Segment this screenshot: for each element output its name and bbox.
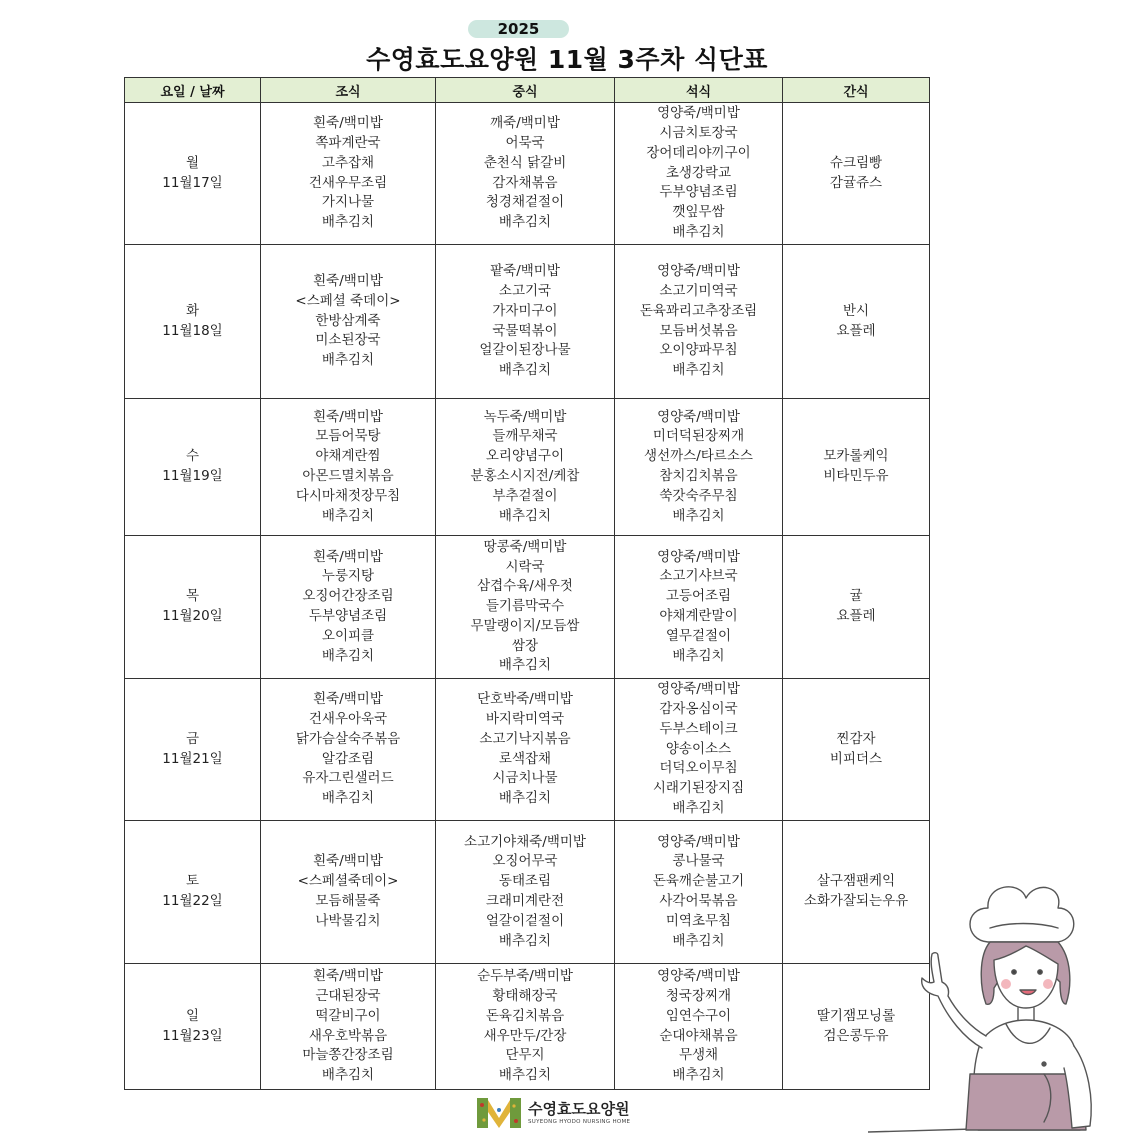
footer-logo <box>476 1096 676 1130</box>
menu-item: 흰죽/백미밥 <box>313 273 383 289</box>
lunch-cell <box>436 245 615 399</box>
date-label: 11월17일 <box>162 174 223 191</box>
menu-item: 모카롤케익 <box>823 448 889 465</box>
menu-item: 양송이소스 <box>665 740 732 757</box>
menu-item: 배추김치 <box>498 932 552 949</box>
menu-item: 영양죽/백미밥 <box>657 833 740 850</box>
page-title: 수영효도요양원 11월 3주차 식단표 <box>366 45 768 74</box>
menu-item: 소고기샤브국 <box>659 568 738 585</box>
menu-item: 배추김치 <box>321 1067 375 1084</box>
menu-item: 두부스테이크 <box>659 720 738 737</box>
menu-item: 영양죽/백미밥 <box>657 408 740 425</box>
menu-item: 무생채 <box>678 1047 719 1064</box>
menu-item: 춘천식 닭갈비 <box>483 154 567 171</box>
menu-item: 나박물김치 <box>315 912 381 929</box>
header-dinner: 석식 <box>615 78 783 103</box>
table-row <box>125 399 930 536</box>
menu-item: 유자그린샐러드 <box>302 770 394 787</box>
menu-item: 닭가슴살숙주볶음 <box>295 730 401 747</box>
menu-item: 오징어무국 <box>492 853 558 870</box>
snack-cell <box>783 536 930 679</box>
menu-item: 흰죽/백미밥 <box>313 691 383 708</box>
dinner-cell <box>615 399 783 536</box>
breakfast-cell <box>261 103 436 245</box>
day-label: 일 <box>185 1007 200 1024</box>
menu-item: 영양죽/백미밥 <box>657 105 740 122</box>
snack-cell <box>783 399 930 536</box>
day-label: 수 <box>185 448 200 465</box>
menu-item: 감귤쥬스 <box>829 174 883 191</box>
menu-item: 가지나물 <box>321 194 375 211</box>
menu-item: 야채계란말이 <box>659 608 738 624</box>
menu-item: 콩나물국 <box>672 853 725 870</box>
table-row <box>125 103 930 245</box>
menu-item: 바지락미역국 <box>485 710 565 727</box>
menu-item: 영양죽/백미밥 <box>657 263 740 280</box>
menu-item: 오이피클 <box>321 627 375 644</box>
menu-item: 국물떡볶이 <box>492 322 558 339</box>
menu-item: 감자채볶음 <box>492 174 558 191</box>
date-label: 11월21일 <box>162 750 223 767</box>
menu-item: 시금치나물 <box>492 770 558 787</box>
day-date-cell <box>125 103 261 245</box>
menu-item: 비타민두유 <box>823 468 889 484</box>
menu-item: 분홍소시지전/케찹 <box>470 468 580 484</box>
day-date-cell <box>125 245 261 399</box>
menu-item: 흰죽/백미밥 <box>313 408 383 425</box>
menu-item: 고등어조림 <box>665 588 732 605</box>
table-row <box>125 245 930 399</box>
menu-item: 배추김치 <box>672 223 725 240</box>
menu-item: 두부양념조림 <box>308 608 388 624</box>
day-label: 금 <box>185 730 200 747</box>
menu-item: 얼갈이된장나물 <box>479 342 571 359</box>
menu-item: 마늘쫑간장조림 <box>302 1047 394 1064</box>
menu-item: 임연수구이 <box>665 1007 732 1024</box>
menu-item: 배추김치 <box>672 362 725 379</box>
menu-item: 새우만두/간장 <box>483 1027 567 1044</box>
menu-item: 로색잡채 <box>498 750 552 767</box>
menu-item: 귤 <box>849 588 863 605</box>
menu-item: 영양죽/백미밥 <box>657 968 740 985</box>
menu-item: 더덕오이무침 <box>659 760 738 777</box>
menu-item: 오징어간장조림 <box>302 588 394 605</box>
breakfast-cell <box>261 399 436 536</box>
menu-item: 소고기낙지볶음 <box>479 730 571 747</box>
day-date-cell <box>125 399 261 536</box>
table-row <box>125 821 930 964</box>
menu-item: 배추김치 <box>498 1067 552 1084</box>
menu-item: 시래기된장지짐 <box>652 780 745 797</box>
menu-item: 반시 <box>842 302 870 319</box>
menu-item: 순대야채볶음 <box>659 1027 738 1044</box>
dinner-cell <box>615 679 783 821</box>
date-label: 11월20일 <box>162 608 223 624</box>
menu-item: 배추김치 <box>321 647 375 664</box>
menu-item: 비피더스 <box>829 750 883 767</box>
menu-item: 장어데리야끼구이 <box>646 144 751 161</box>
menu-item: 배추김치 <box>321 507 375 524</box>
day-date-cell <box>125 821 261 964</box>
menu-item: 소화가잘되는우유 <box>803 893 909 909</box>
menu-item: 떡갈비구이 <box>315 1007 381 1024</box>
menu-item: 미역초무침 <box>665 912 732 929</box>
menu-item: 영양죽/백미밥 <box>657 681 740 698</box>
menu-item: 흰죽/백미밥 <box>313 968 383 985</box>
lunch-cell <box>436 536 615 679</box>
date-label: 11월19일 <box>162 468 223 484</box>
logo-icon <box>476 1096 522 1130</box>
snack-cell <box>783 103 930 245</box>
day-label: 토 <box>185 873 200 890</box>
menu-item: 들깨무채국 <box>492 428 558 445</box>
menu-item: 두부양념조림 <box>659 184 738 201</box>
menu-item: 영양죽/백미밥 <box>657 548 740 565</box>
menu-item: 새우호박볶음 <box>308 1027 388 1044</box>
menu-item: 배추김치 <box>321 790 375 807</box>
breakfast-cell <box>261 679 436 821</box>
menu-item: 단무지 <box>505 1047 545 1064</box>
table-row <box>125 679 930 821</box>
menu-item: 소고기미역국 <box>659 282 738 299</box>
menu-item: 시금치토장국 <box>659 125 738 141</box>
menu-item: 배추김치 <box>672 1067 725 1084</box>
day-label: 목 <box>185 588 200 605</box>
day-label: 화 <box>185 302 200 319</box>
menu-item: 슈크림빵 <box>829 154 883 171</box>
day-date-cell <box>125 536 261 679</box>
menu-item: 어묵국 <box>505 134 545 151</box>
menu-item: 모듬버섯볶음 <box>659 322 738 339</box>
menu-item: 딸기잼모닝롤 <box>816 1007 896 1024</box>
menu-item: 고추잡채 <box>321 154 375 171</box>
breakfast-cell <box>261 536 436 679</box>
menu-item: 요플레 <box>836 608 876 624</box>
day-label: 월 <box>185 154 200 171</box>
lunch-cell <box>436 679 615 821</box>
menu-item: 배추김치 <box>672 647 725 664</box>
menu-item: 아몬드멸치볶음 <box>302 468 394 484</box>
menu-item: 순두부죽/백미밥 <box>477 968 573 985</box>
menu-item: 한방삼계죽 <box>315 312 381 329</box>
lunch-cell <box>436 103 615 245</box>
menu-item: 황태해장국 <box>492 987 558 1004</box>
lunch-cell <box>436 399 615 536</box>
menu-item: 알감조림 <box>321 750 375 767</box>
menu-item: 오리양념구이 <box>485 448 565 465</box>
menu-item: 배추김치 <box>498 507 552 524</box>
menu-item: 찐감자 <box>836 730 876 747</box>
year-badge: 2025 <box>468 20 569 38</box>
menu-item: 배추김치 <box>498 362 552 379</box>
menu-item: <스페셜죽데이> <box>297 873 399 890</box>
menu-item: 배추김치 <box>672 507 725 524</box>
day-date-cell <box>125 679 261 821</box>
menu-item: 가자미구이 <box>492 302 558 319</box>
snack-cell <box>783 245 930 399</box>
dinner-cell <box>615 536 783 679</box>
date-label: 11월18일 <box>162 322 223 339</box>
menu-item: 요플레 <box>836 322 876 339</box>
menu-item: 동태조림 <box>498 873 552 890</box>
dinner-cell <box>615 245 783 399</box>
menu-item: 쪽파계란국 <box>315 134 381 151</box>
menu-item: 미소된장국 <box>315 332 381 349</box>
menu-item: 소고기국 <box>498 282 552 299</box>
snack-cell <box>783 679 930 821</box>
menu-item: 소고기야채죽/백미밥 <box>464 833 586 850</box>
breakfast-cell <box>261 821 436 964</box>
menu-item: 모듬해물죽 <box>315 893 381 909</box>
menu-item: 배추김치 <box>321 352 375 369</box>
menu-item: 배추김치 <box>321 214 375 231</box>
menu-item: 감자옹심이국 <box>659 701 738 717</box>
menu-item: 단호박죽/백미밥 <box>477 691 573 708</box>
menu-item: 들기름막국수 <box>485 598 565 615</box>
menu-item: 생선까스/타르소스 <box>644 448 753 465</box>
menu-item: 사각어묵볶음 <box>659 893 738 909</box>
menu-item: 쌈장 <box>511 637 539 654</box>
lunch-cell <box>436 964 615 1090</box>
menu-item: 흰죽/백미밥 <box>313 853 383 870</box>
menu-item: 건새우무조림 <box>308 174 388 191</box>
meal-table <box>124 77 930 1090</box>
menu-item: 미더덕된장찌개 <box>652 428 745 445</box>
menu-item: 누룽지탕 <box>321 568 375 585</box>
menu-item: 흰죽/백미밥 <box>313 548 383 565</box>
menu-item: 건새우아욱국 <box>308 710 388 727</box>
menu-item: 돈육꽈리고추장조림 <box>639 302 758 319</box>
logo-subtitle: SUYEONG HYODO NURSING HOME <box>528 1119 631 1125</box>
table-row <box>125 536 930 679</box>
menu-item: 초생강락교 <box>665 164 732 181</box>
menu-item: 시락국 <box>505 558 545 575</box>
menu-item: 검은콩두유 <box>823 1027 889 1044</box>
menu-item: 야채계란찜 <box>315 448 381 465</box>
menu-item: 깨죽/백미밥 <box>490 115 560 132</box>
menu-item: 부추겉절이 <box>492 487 558 504</box>
breakfast-cell <box>261 964 436 1090</box>
menu-item: 돈육김치볶음 <box>485 1007 565 1024</box>
menu-item: 녹두죽/백미밥 <box>483 408 567 425</box>
menu-item: 배추김치 <box>498 657 552 674</box>
menu-item: 다시마채젓장무침 <box>295 487 401 504</box>
logo-name: 수영효도요양원 <box>528 1100 630 1118</box>
date-label: 11월23일 <box>162 1027 223 1044</box>
menu-item: 모듬어묵탕 <box>315 428 381 445</box>
dinner-cell <box>615 821 783 964</box>
menu-item: 땅콩죽/백미밥 <box>483 538 567 555</box>
day-date-cell <box>125 964 261 1090</box>
menu-item: 삼겹수육/새우젓 <box>477 578 573 595</box>
table-header-row <box>125 78 930 103</box>
menu-item: 청경채겉절이 <box>485 194 565 211</box>
menu-item: 돈육깨순불고기 <box>652 873 745 890</box>
menu-item: 근대된장국 <box>315 987 381 1004</box>
menu-item: 팥죽/백미밥 <box>490 263 560 280</box>
menu-item: 깻잎무쌈 <box>672 204 725 221</box>
menu-item: 참치김치볶음 <box>659 468 738 484</box>
menu-item: 오이양파무침 <box>659 342 738 359</box>
header-lunch: 중식 <box>436 78 615 103</box>
menu-item: 배추김치 <box>498 214 552 231</box>
menu-item: 무말랭이지/모듬쌈 <box>470 617 580 634</box>
menu-item: 크래미계란전 <box>485 893 565 909</box>
menu-item: 배추김치 <box>672 932 725 949</box>
menu-item: 흰죽/백미밥 <box>313 115 383 132</box>
lunch-cell <box>436 821 615 964</box>
dinner-cell <box>615 103 783 245</box>
header-snack: 간식 <box>783 78 930 103</box>
breakfast-cell <box>261 245 436 399</box>
header-day-date: 요일 / 날짜 <box>125 78 261 103</box>
menu-item: 열무겉절이 <box>665 627 732 644</box>
table-row <box>125 964 930 1090</box>
menu-item: <스페셜 죽데이> <box>295 292 401 309</box>
menu-item: 배추김치 <box>672 799 725 816</box>
date-label: 11월22일 <box>162 893 223 909</box>
chef-illustration <box>868 878 1134 1134</box>
menu-item: 살구잼팬케익 <box>816 873 896 890</box>
menu-item: 쑥갓숙주무침 <box>659 487 738 504</box>
menu-item: 배추김치 <box>498 790 552 807</box>
header-breakfast: 조식 <box>261 78 436 103</box>
menu-item: 얼갈이겉절이 <box>485 912 565 929</box>
menu-item: 청국장찌개 <box>665 987 732 1004</box>
dinner-cell <box>615 964 783 1090</box>
